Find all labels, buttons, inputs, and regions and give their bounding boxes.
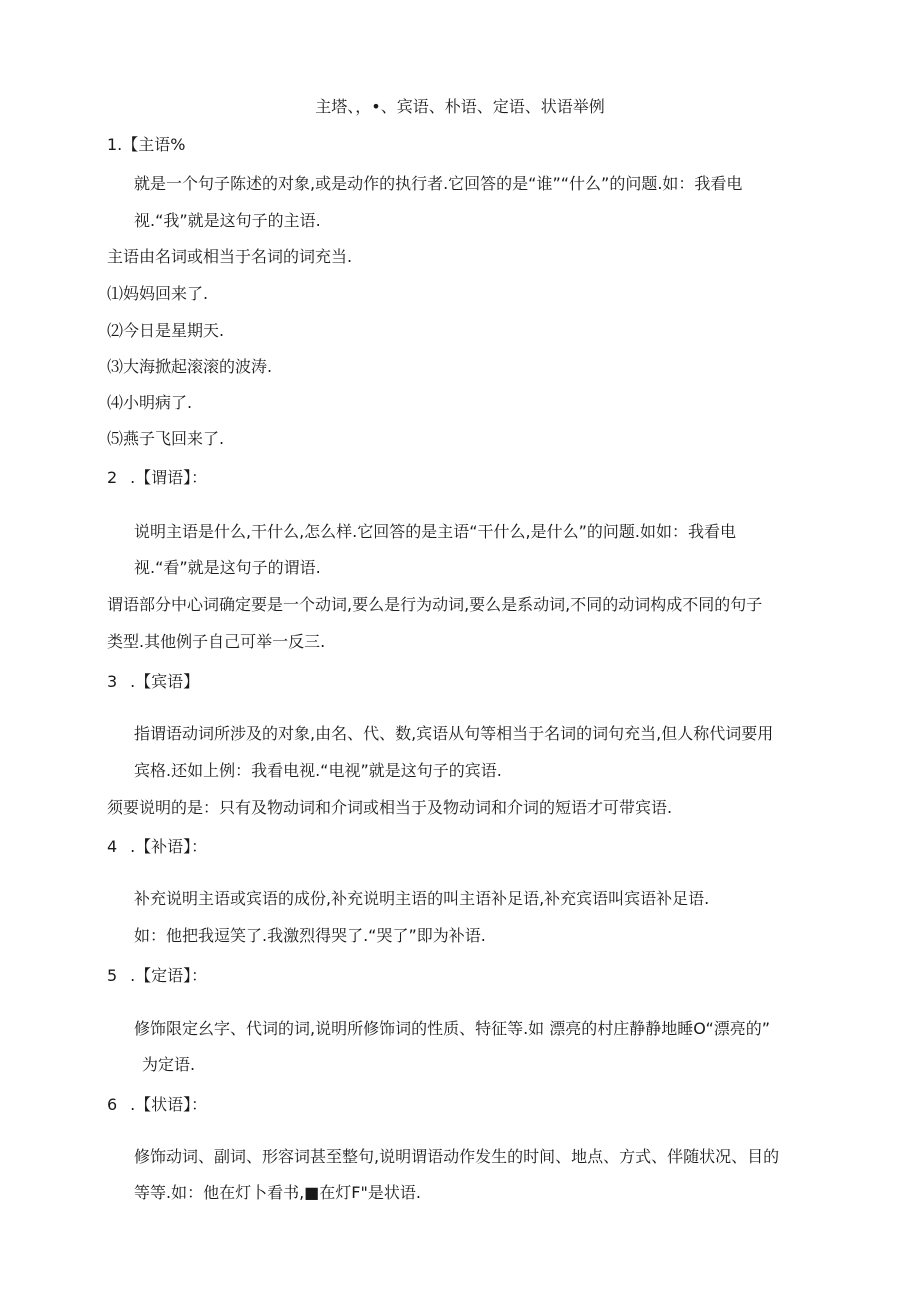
section-5-label: .【定语】： — [130, 966, 208, 985]
section-1-example-1: ⑴妈妈回来了. — [107, 284, 209, 303]
section-5-desc-line-1: 修饰限定幺字、代词的词,说明所修饰词的性质、特征等.如 漂亮的村庄静静地睡O“漂亮的” — [134, 1019, 771, 1038]
section-2-label: .【谓语】： — [130, 468, 208, 487]
section-2-note-line-2: 类型.其他例子自己可举一反三. — [107, 632, 326, 651]
section-3-desc-line-1: 指谓语动词所涉及的对象,由名、代、数,宾语从句等相当于名词的词句充当,但人称代词要用 — [134, 724, 774, 743]
section-4-label: .【补语】： — [130, 837, 208, 856]
section-4-heading — [107, 836, 207, 858]
section-2-note-line-1: 谓语部分中心词确定要是一个动词,要么是行为动词,要么是系动词,不同的动词构成不同的句子 — [107, 595, 763, 614]
section-1-example-4: ⑷小明病了. — [107, 393, 193, 412]
section-6-desc-line-1: 修饰动词、副词、形容词甚至整句,说明谓语动作发生的时间、地点、方式、伴随状况、目的 — [134, 1147, 780, 1166]
section-2-desc-line-2: 视.“看”就是这句子的谓语. — [134, 558, 321, 577]
section-2-desc-line-1: 说明主语是什么,干什么,怎么样.它回答的是主语“干什么,是什么”的问题.如如：我看电 — [134, 522, 737, 541]
section-4-desc-line-2: 如：他把我逗笑了.我激烈得哭了.“哭了”即为补语. — [134, 926, 486, 945]
section-5-number: 5 — [107, 966, 118, 985]
section-1-desc-line-2: 视.“我”就是这句子的主语. — [134, 211, 321, 230]
section-3-label: .【宾语】 — [130, 672, 200, 691]
section-2-heading — [107, 467, 207, 489]
section-5-desc-line-2: 为定语. — [142, 1055, 196, 1074]
section-5-heading — [107, 965, 207, 987]
section-6-heading — [107, 1094, 207, 1116]
section-2-number: 2 — [107, 468, 118, 487]
section-1-example-3: ⑶大海掀起滚滚的波涛. — [107, 357, 273, 376]
section-4-number: 4 — [107, 837, 118, 856]
page-title: 主塔、，•、宾语、朴语、定语、状语举例 — [315, 97, 605, 116]
section-1-note: 主语由名词或相当于名词的词充当. — [107, 247, 353, 266]
section-3-heading — [107, 671, 199, 693]
section-1-desc-line-1: 就是一个句子陈述的对象,或是动作的执行者.它回答的是“谁”“什么”的问题.如：我看电 — [134, 174, 743, 193]
section-6-number: 6 — [107, 1095, 118, 1114]
section-1-heading: 1.【主语% — [107, 135, 186, 154]
section-3-number: 3 — [107, 672, 118, 691]
section-1-example-5: ⑸燕子飞回来了. — [107, 429, 225, 448]
section-3-note: 须要说明的是：只有及物动词和介词或相当于及物动词和介词的短语才可带宾语. — [107, 798, 673, 817]
section-4-desc-line-1: 补充说明主语或宾语的成份,补充说明主语的叫主语补足语,补充宾语叫宾语补足语. — [134, 889, 710, 908]
section-6-label: .【状语】： — [130, 1095, 208, 1114]
section-1-example-2: ⑵今日是星期天. — [107, 321, 225, 340]
section-3-desc-line-2: 宾格.还如上例：我看电视.“电视”就是这句子的宾语. — [134, 761, 502, 780]
section-6-desc-line-2: 等等.如：他在灯卜看书,■在灯F"是状语. — [134, 1183, 421, 1202]
